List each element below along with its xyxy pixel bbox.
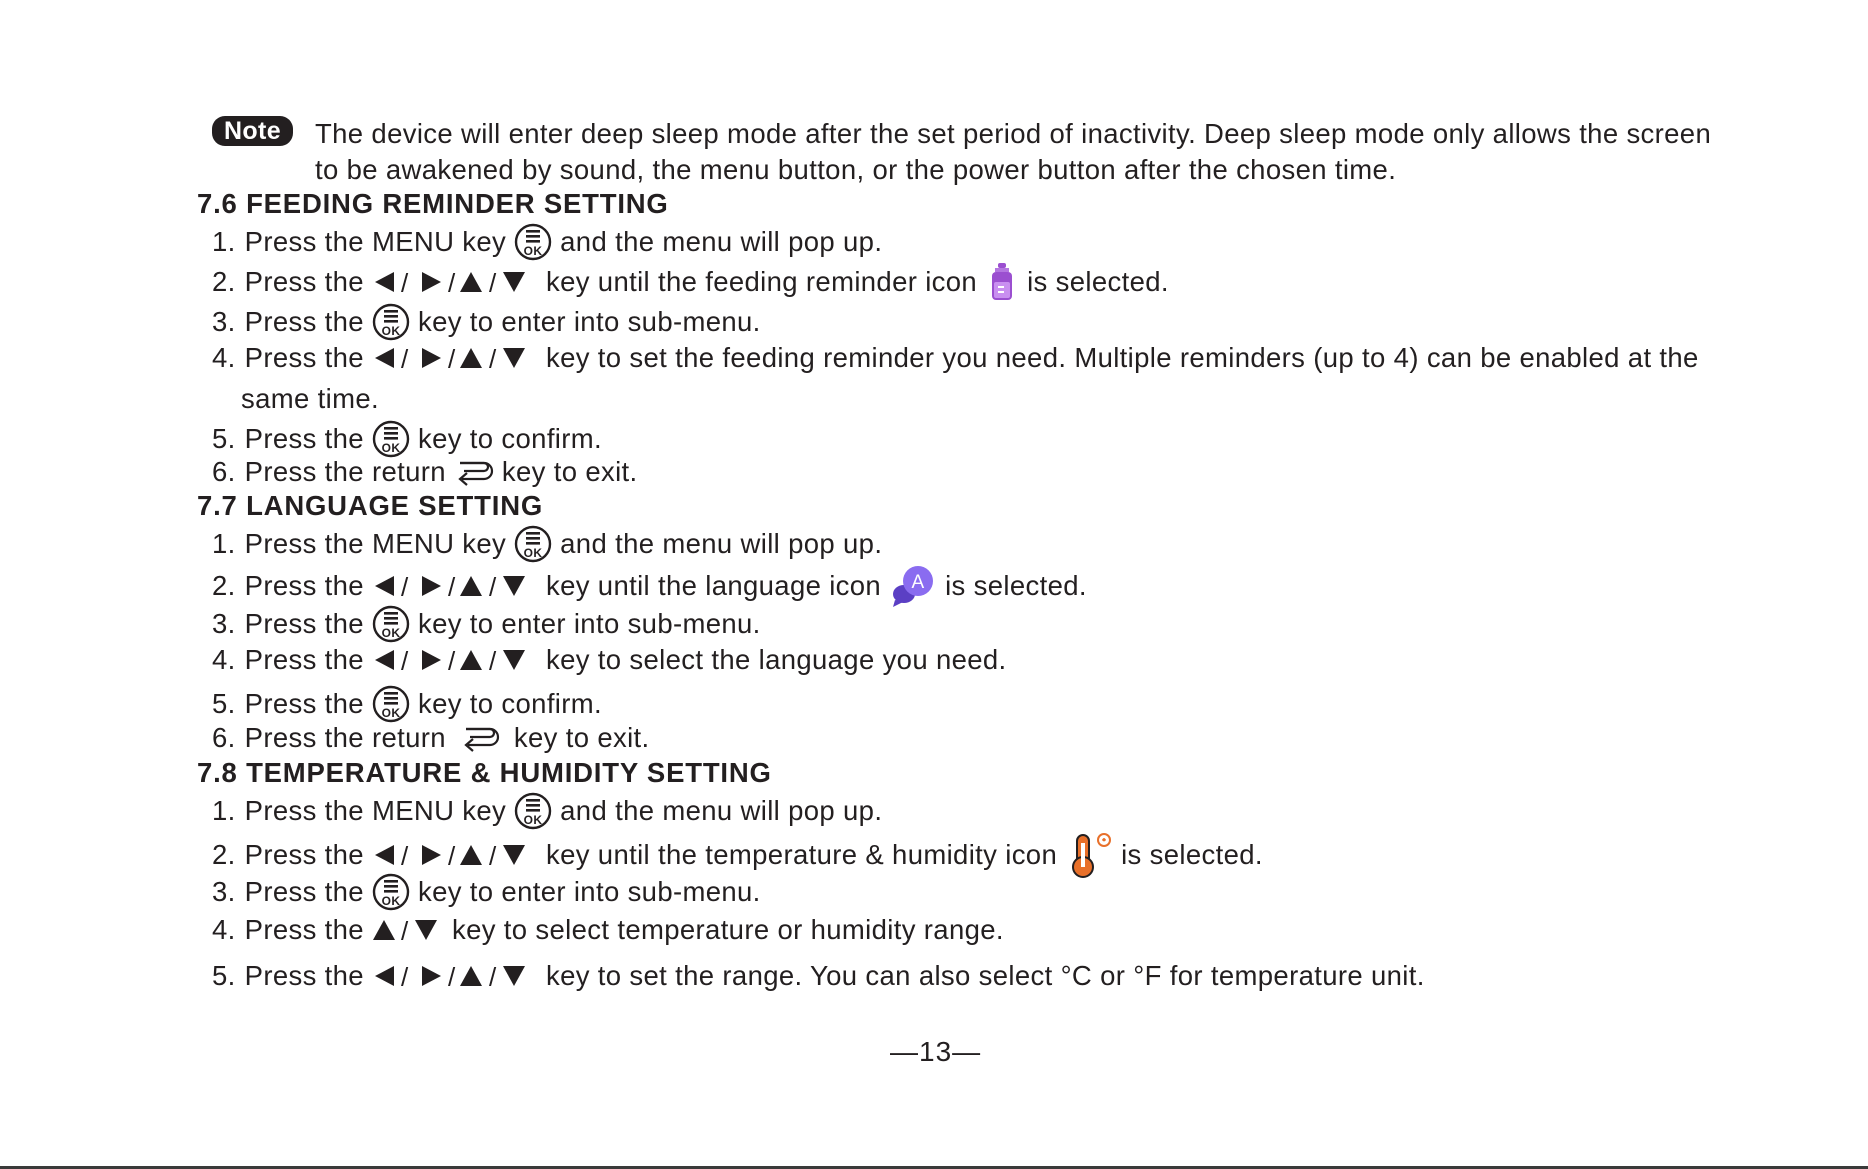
- svg-text:/: /: [488, 268, 497, 297]
- ok-key-icon: [372, 872, 410, 912]
- svg-text:/: /: [400, 572, 409, 601]
- step-feeding-4-continuation: same time.: [241, 383, 379, 414]
- ok-key-icon: [514, 791, 552, 831]
- svg-text:A: A: [911, 572, 925, 593]
- step-temperature-1: 1. Press the MENU key OK and the menu will pop up.: [212, 791, 882, 831]
- arrow-keys-icon: [372, 840, 536, 870]
- arrow-keys-icon: [372, 343, 536, 373]
- step-language-5: 5. Press the OK key to confirm.: [212, 684, 602, 724]
- return-icon: [454, 457, 494, 487]
- note-text: The device will enter deep sleep mode after the set period of inactivity. Deep sleep mode only allows the screen to be awakened by sound, the menu button, or the power button after the chosen time.: [315, 118, 1712, 185]
- step-language-1: 1. Press the MENU key OK and the menu will pop up.: [212, 524, 882, 564]
- svg-text:/: /: [400, 268, 409, 297]
- section-heading-feeding: 7.6 FEEDING REMINDER SETTING: [197, 188, 669, 219]
- svg-text:/: /: [447, 962, 456, 991]
- ok-key-icon: [514, 222, 552, 262]
- svg-text:OK: OK: [381, 441, 401, 455]
- svg-text:OK: OK: [523, 546, 543, 560]
- ok-key-icon: [372, 302, 410, 342]
- return-icon: [460, 723, 500, 753]
- svg-text:/: /: [447, 646, 456, 675]
- svg-text:OK: OK: [381, 894, 401, 908]
- svg-text:/: /: [447, 344, 456, 373]
- svg-text:/: /: [488, 646, 497, 675]
- step-temperature-2: 2. Press the / / / key until the temperature & humidity icon is selected.: [212, 831, 1263, 879]
- svg-text:/: /: [488, 572, 497, 601]
- baby-bottle-icon: [989, 262, 1015, 302]
- svg-text:OK: OK: [381, 706, 401, 720]
- svg-text:OK: OK: [381, 626, 401, 640]
- ok-key-icon: [514, 524, 552, 564]
- ok-key-icon: [372, 684, 410, 724]
- section-heading-temperature: 7.8 TEMPERATURE & HUMIDITY SETTING: [197, 757, 772, 788]
- arrow-keys-icon: [372, 571, 536, 601]
- svg-text:/: /: [447, 841, 456, 870]
- step-feeding-5: 5. Press the OK key to confirm.: [212, 419, 602, 459]
- ok-key-icon: [372, 604, 410, 644]
- language-icon: [891, 564, 935, 608]
- svg-text:OK: OK: [523, 813, 543, 827]
- step-feeding-4: 4. Press the / / / key to set the feeding reminder you need. Multiple reminders (up to 4) can be enabled at the: [212, 342, 1699, 373]
- step-feeding-1: 1. Press the MENU key OK and the menu will pop up.: [212, 222, 882, 262]
- page-number: —13—: [890, 1036, 982, 1067]
- arrow-keys-icon: [372, 961, 536, 991]
- step-language-2: 2. Press the / / / key until the language icon A is selected.: [212, 564, 1087, 608]
- svg-text:OK: OK: [523, 244, 543, 258]
- svg-text:/: /: [488, 344, 497, 373]
- svg-text:/: /: [488, 841, 497, 870]
- note-badge: Note: [212, 116, 293, 146]
- up-down-arrow-icon: [372, 915, 442, 945]
- section-heading-language: 7.7 LANGUAGE SETTING: [197, 490, 544, 521]
- svg-text:/: /: [447, 572, 456, 601]
- svg-text:/: /: [400, 962, 409, 991]
- step-feeding-3: 3. Press the OK key to enter into sub-menu.: [212, 302, 761, 342]
- svg-text:/: /: [400, 344, 409, 373]
- step-feeding-2: 2. Press the / / / key until the feeding reminder icon is selected.: [212, 262, 1169, 302]
- svg-text:/: /: [400, 841, 409, 870]
- svg-text:/: /: [447, 268, 456, 297]
- ok-key-icon: [372, 419, 410, 459]
- arrow-keys-icon: [372, 645, 536, 675]
- svg-text:/: /: [400, 916, 409, 945]
- svg-text:/: /: [400, 646, 409, 675]
- svg-text:/: /: [488, 962, 497, 991]
- step-language-3: 3. Press the OK key to enter into sub-menu.: [212, 604, 761, 644]
- step-temperature-3: 3. Press the OK key to enter into sub-menu.: [212, 872, 761, 912]
- step-temperature-4: 4. Press the / key to select temperature or humidity range.: [212, 914, 1004, 945]
- svg-text:OK: OK: [381, 324, 401, 338]
- step-language-4: 4. Press the / / / key to select the language you need.: [212, 644, 1007, 675]
- step-temperature-5: 5. Press the / / / key to set the range. You can also select °C or °F for temperature unit.: [212, 960, 1425, 991]
- step-feeding-6: 6. Press the return key to exit.: [212, 456, 638, 487]
- thermometer-humidity-icon: [1067, 831, 1111, 879]
- step-language-6: 6. Press the return key to exit.: [212, 722, 650, 753]
- arrow-keys-icon: [372, 267, 536, 297]
